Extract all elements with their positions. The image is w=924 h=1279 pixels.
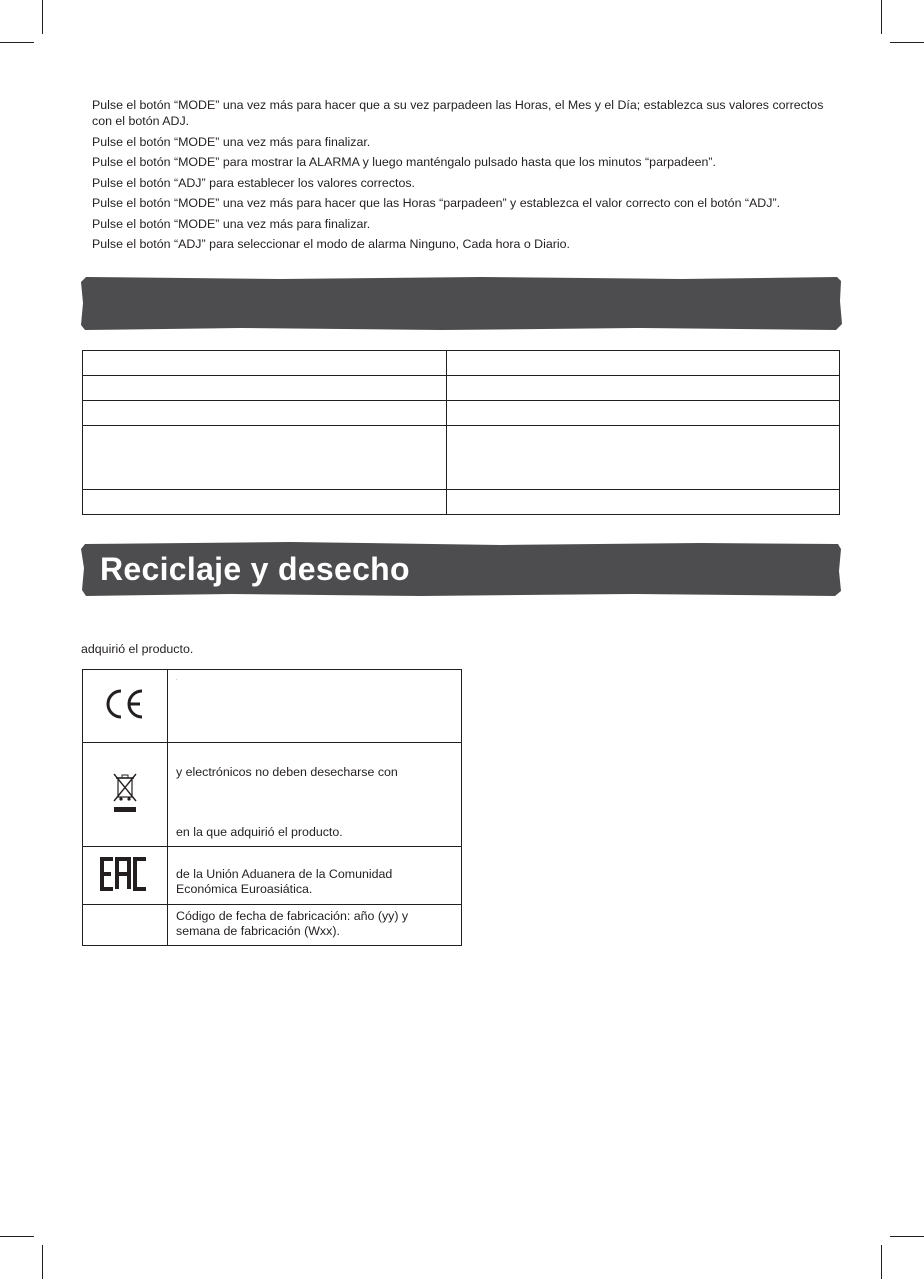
icon-cell (83, 905, 168, 946)
table-row (83, 401, 840, 426)
table-row (83, 351, 840, 376)
table-cell (447, 401, 840, 426)
crop-mark (881, 1245, 882, 1279)
mark-description: . (176, 676, 178, 682)
section-banner-recycling (81, 541, 842, 597)
text-cell (168, 905, 462, 946)
crop-mark (890, 42, 924, 43)
section-title: Reciclaje y desecho (100, 551, 410, 587)
table-row (83, 490, 840, 515)
mark-description: semana de fabricación (Wxx). (176, 924, 340, 938)
recycling-intro-text: adquirió el producto. (81, 642, 194, 656)
crop-mark (0, 42, 34, 43)
table-row (83, 847, 462, 905)
table-cell (447, 376, 840, 401)
certification-marks-table (82, 669, 462, 946)
table-row (83, 426, 840, 490)
crop-mark (42, 0, 43, 34)
specifications-table (82, 350, 840, 515)
weee-crossed-bin-icon (110, 771, 140, 815)
icon-cell (83, 743, 168, 847)
mark-description: en la que adquirió el producto. (176, 825, 343, 839)
instruction-line: Pulse el botón “MODE” una vez más para finalizar. (92, 216, 371, 231)
crop-mark (881, 0, 882, 34)
table-cell (447, 351, 840, 376)
table-cell (447, 490, 840, 515)
icon-cell (83, 670, 168, 743)
instruction-line: Pulse el botón “ADJ” para seleccionar el modo de alarma Ninguno, Cada hora o Diario. (92, 237, 570, 251)
instruction-line: Pulse el botón “MODE” una vez más para hacer que a su vez parpadeen las Horas, el Mes y el Día; establezca sus valores correctos con el botón ADJ. (92, 98, 824, 128)
text-cell (168, 743, 462, 847)
table-row (83, 905, 462, 946)
instruction-line: Pulse el botón “MODE” una vez más para hacer que las Horas “parpadeen” y establezca el valor correcto con el botón “ADJ”. (92, 196, 781, 210)
crop-mark (0, 1236, 34, 1237)
table-cell (83, 351, 447, 376)
table-cell (83, 426, 447, 490)
instruction-line: Pulse el botón “MODE” para mostrar la ALARMA y luego manténgalo pulsado hasta que los minutos “parpadeen”. (92, 155, 717, 169)
mark-description: Código de fecha de fabricación: año (yy) y (176, 909, 409, 923)
table-cell (447, 426, 840, 490)
brush-banner-shape (81, 275, 842, 331)
instruction-line: Pulse el botón “ADJ” para establecer los valores correctos. (92, 175, 415, 190)
text-cell (168, 847, 462, 905)
table-cell (83, 401, 447, 426)
mark-description: Económica Euroasiática. (176, 882, 313, 896)
icon-cell (83, 847, 168, 905)
mark-description: y electrónicos no deben desecharse con (176, 765, 398, 779)
table-cell (83, 490, 447, 515)
table-row (83, 376, 840, 401)
table-row (83, 743, 462, 847)
table-cell (83, 376, 447, 401)
mark-description: de la Unión Aduanera de la Comunidad (176, 867, 393, 881)
crop-mark (890, 1236, 924, 1237)
text-cell (168, 670, 462, 743)
instruction-line: Pulse el botón “MODE” una vez más para finalizar. (92, 134, 371, 149)
crop-mark (42, 1245, 43, 1279)
table-row (83, 670, 462, 743)
instructions-list (92, 97, 832, 257)
section-banner-specs (81, 275, 842, 331)
ce-mark-icon (104, 688, 146, 720)
eac-mark-icon (100, 857, 150, 891)
